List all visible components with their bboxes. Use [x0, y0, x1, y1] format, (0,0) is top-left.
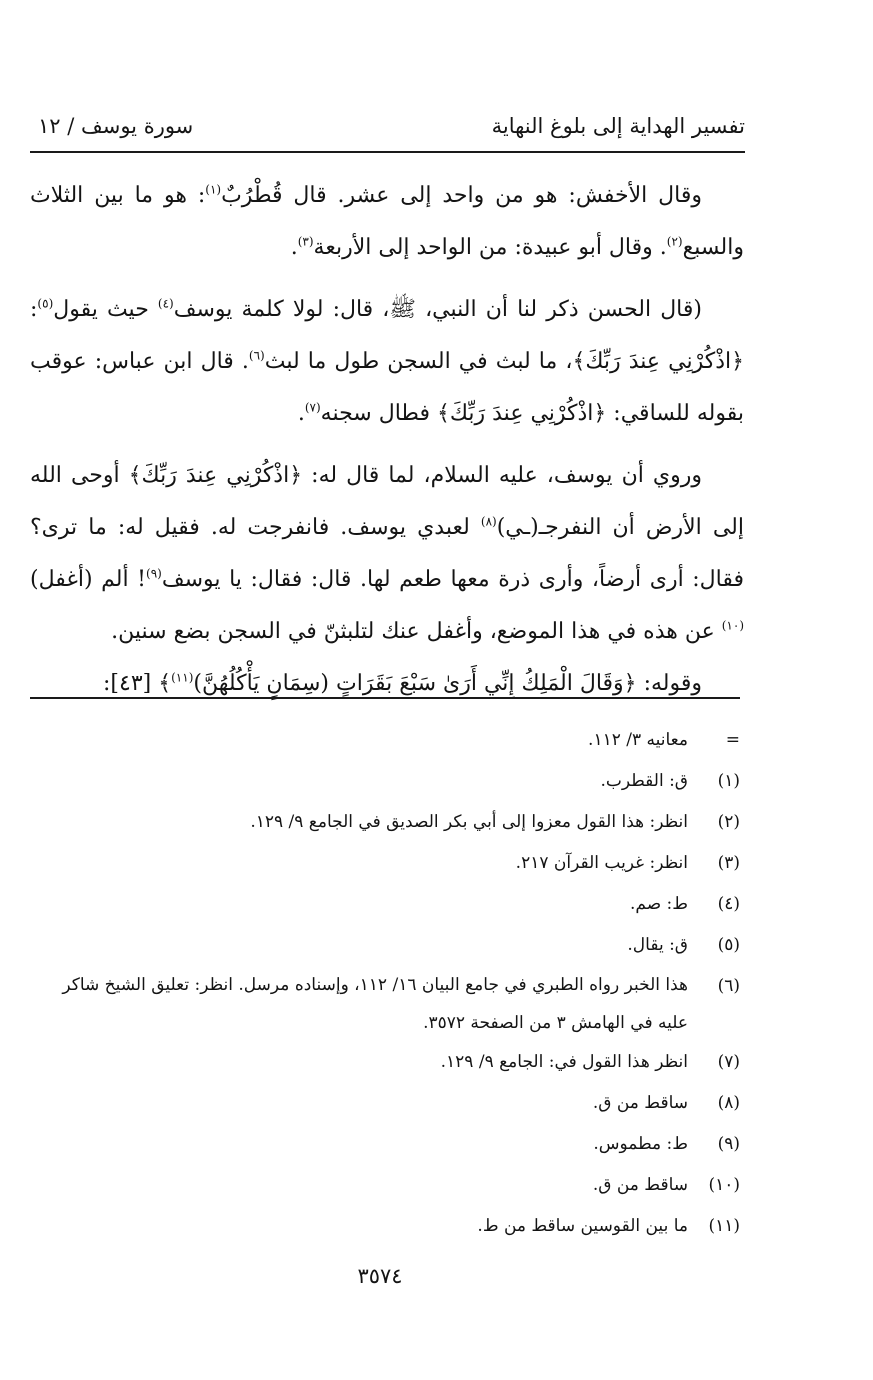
footnote-11	[28, 1206, 740, 1247]
footnote-number: (١١)	[708, 1216, 740, 1236]
footnote-number: (١٠)	[708, 1175, 740, 1195]
footnote-text: ساقط من ق.	[592, 1175, 688, 1195]
footnote-text: ما بين القوسين ساقط من ط.	[477, 1216, 688, 1236]
footnote-ref[interactable]: (٥)	[37, 296, 54, 311]
text-span: . وقال أبو عبيدة: من الواحد إلى الأربعة	[313, 235, 667, 260]
footnote-8	[28, 1083, 740, 1124]
text-span: (قال الحسن ذكر لنا أن النبي، ﷺ، قال: لولا كلمة يوسف	[173, 297, 702, 322]
footnote-text: هذا الخبر رواه الطبري في جامع البيان ١٦/ ١١٢، وإسناده مرسل. انظر: تعليق الشيخ شاكر عليه في الهامش ٣ من الصفحة ٣٥٧٢.	[62, 975, 688, 1033]
text-span: وقال الأخفش: هو من واحد إلى عشر. قال قُطْرُبٌ	[221, 183, 702, 208]
footnote-number: (٦)	[717, 976, 740, 996]
footnote-number: (٤)	[717, 894, 740, 914]
footnote-ref[interactable]: (١٠)	[721, 618, 744, 633]
footnote-6	[28, 966, 740, 1042]
footnote-text: ق: يقال.	[627, 935, 688, 955]
footnote-ref[interactable]: (٦)	[248, 348, 265, 363]
footnote-number: (٥)	[717, 935, 740, 955]
header-rule	[30, 151, 745, 153]
footnote-text: انظر هذا القول في: الجامع ٩/ ١٢٩.	[440, 1052, 688, 1072]
footnote-rule	[30, 697, 740, 699]
footnote-number: (٩)	[717, 1134, 740, 1154]
paragraph-4	[30, 658, 744, 710]
footnote-text: ط: صم.	[629, 894, 688, 914]
paragraph-2	[30, 284, 744, 440]
text-span: ! ألم (أغفل)	[30, 567, 147, 592]
text-span: .	[290, 235, 298, 260]
paragraph-1	[30, 170, 744, 274]
text-span: وروي أن يوسف، عليه السلام، لما قال له: ﴿اذْكُرْنِي عِندَ رَبِّكَ﴾ أوحى الله إلى الأرض أن النفرجـ(ـي)	[30, 463, 744, 540]
footnote-3	[28, 843, 740, 884]
text-span: حيث يقول	[53, 297, 158, 322]
footnotes	[28, 720, 740, 1247]
footnote-5	[28, 925, 740, 966]
footnote-ref[interactable]: (٧)	[304, 400, 321, 415]
page-number: ٣٥٧٤	[357, 1264, 403, 1288]
footnote-ref[interactable]: (١)	[205, 182, 222, 197]
footnote-2	[28, 802, 740, 843]
text-span: : هو ما بين الثلاث والسبع	[30, 183, 744, 260]
footnote-ref[interactable]: (٤)	[157, 296, 174, 311]
text-span: عن هذه في هذا الموضع، وأغفل عنك لتلبثنّ في السجن بضع سنين.	[111, 619, 722, 644]
footnote-7	[28, 1042, 740, 1083]
footnote-number: (٣)	[717, 853, 740, 873]
text-span: : ﴿اذْكُرْنِي عِندَ رَبِّكَ﴾، ما لبث في السجن طول ما لبث	[30, 297, 745, 374]
footnote-continuation	[28, 720, 740, 761]
footnote-ref[interactable]: (٢)	[666, 234, 683, 249]
footnote-ref[interactable]: (٣)	[297, 234, 314, 249]
footnote-text: ساقط من ق.	[592, 1093, 688, 1113]
text-span: لعبدي يوسف. فانفرجت له. فقيل له: ما ترى؟ فقال: أرى أرضاً، وأرى ذرة معها طعم لها. قال: فقال: يا يوسف	[30, 515, 744, 592]
running-header	[30, 108, 745, 148]
footnote-ref[interactable]: (٩)	[146, 566, 162, 581]
footnote-text: انظر: هذا القول معزوا إلى أبي بكر الصديق في الجامع ٩/ ١٢٩.	[250, 812, 688, 832]
chapter-title: سورة يوسف / ١٢	[38, 114, 194, 138]
footnote-1	[28, 761, 740, 802]
footnote-ref[interactable]: (١١)	[171, 670, 194, 685]
footnote-10	[28, 1165, 740, 1206]
footnote-number: (١)	[717, 771, 740, 791]
text-span: .	[297, 401, 305, 426]
footnote-text: ط: مطموس.	[593, 1134, 688, 1154]
footnote-4	[28, 884, 740, 925]
footnote-number: (٢)	[717, 812, 740, 832]
footnote-number: (٧)	[717, 1052, 740, 1072]
main-text	[30, 170, 744, 710]
footnote-number: (٨)	[717, 1093, 740, 1113]
book-title: تفسير الهداية إلى بلوغ النهاية	[491, 114, 745, 138]
paragraph-3	[30, 450, 744, 658]
text-span: وقوله: ﴿وَقَالَ الْمَلِكُ إِنِّي أَرَىٰ سَبْعَ بَقَرَاتٍ (سِمَانٍ يَأْكُلُهُنَّ)	[193, 671, 702, 696]
footnote-text: ق: القطرب.	[600, 771, 688, 791]
text-span: ﴾ [٤٣]:	[103, 671, 172, 696]
footnote-text: انظر: غريب القرآن ٢١٧.	[515, 853, 688, 873]
footnote-number: =	[725, 730, 740, 750]
text-span: . قال ابن عباس: عوقب بقوله للساقي: ﴿اذْكُرْنِي عِندَ رَبِّكَ﴾ فطال سجنه	[30, 349, 744, 426]
footnote-ref[interactable]: (٨)	[480, 514, 497, 529]
footnote-text: معانيه ٣/ ١١٢.	[588, 730, 688, 750]
footnote-9	[28, 1124, 740, 1165]
